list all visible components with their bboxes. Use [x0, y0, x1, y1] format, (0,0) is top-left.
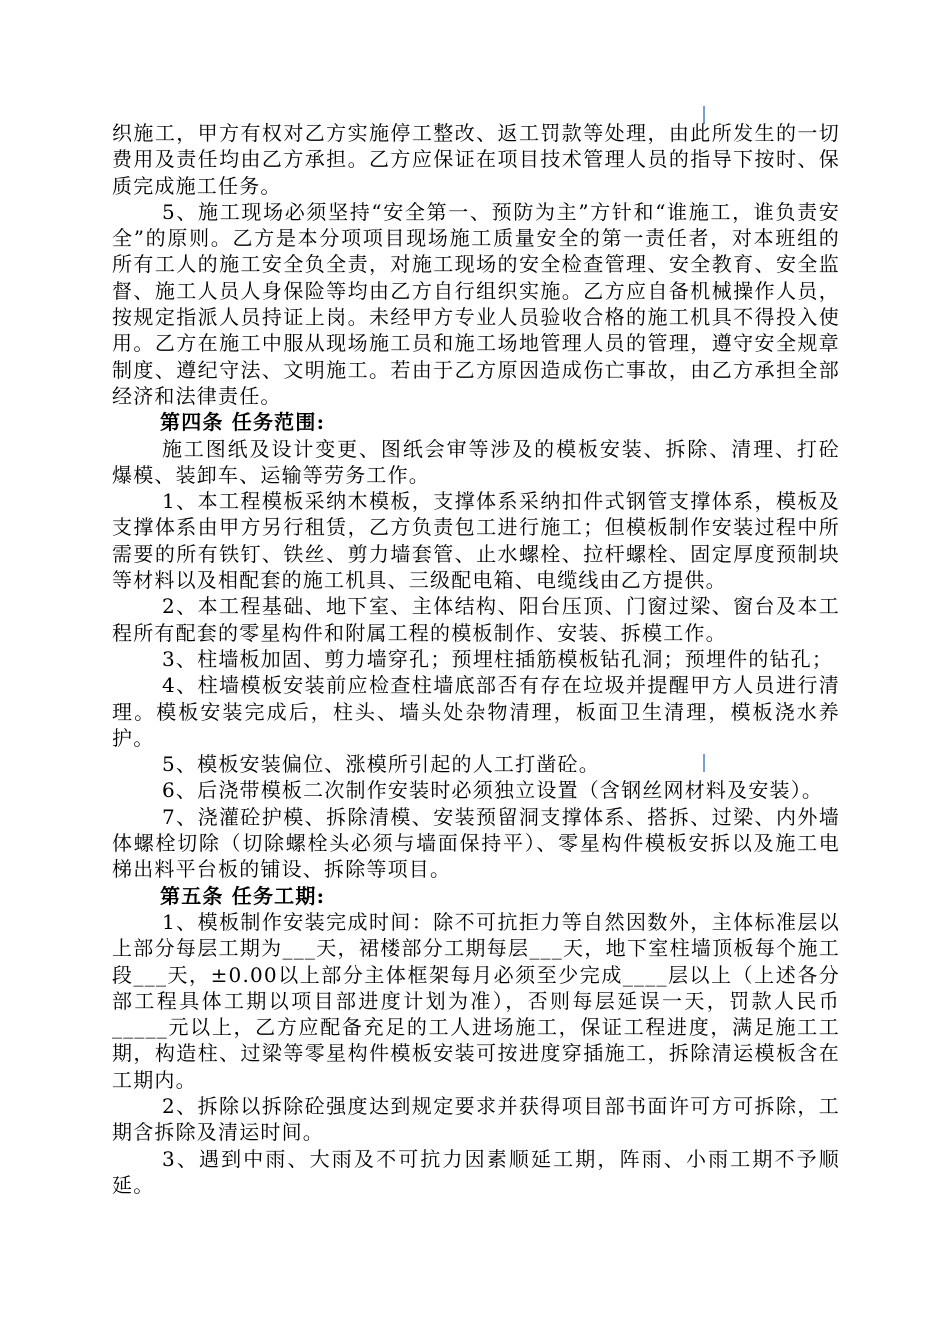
paragraph-continuation: 织施工，甲方有权对乙方实施停工整改、返工罚款等处理，由此所发生的一切费用及责任均由乙方承担。乙方应保证在项目技术管理人员的指导下按时、保质完成施工任务。: [112, 121, 840, 198]
paragraph-scope-item-5: 5、模板安装偏位、涨模所引起的人工打凿砼。: [162, 752, 600, 777]
paragraph-schedule-item-2: 2、拆除以拆除砼强度达到规定要求并获得项目部书面许可方可拆除，工期含拆除及清运时间。: [112, 1093, 840, 1145]
paragraph-scope-item-2: 2、本工程基础、地下室、主体结构、阳台压顶、门窗过梁、窗台及本工程所有配套的零星构件和附属工程的模板制作、安装、拆模工作。: [112, 594, 840, 645]
paragraph-safety-clause: 5、施工现场必须坚持“安全第一、预防为主”方针和“谁施工，谁负责安全”的原则。乙方是本分项项目现场施工质量安全的第一责任者，对本班组的所有工人的施工安全负全责，对施工现场的安全检查管理、安全教育、安全监督、施工人员人身保险等均由乙方自行组织实施。乙方应自备机械操作人员，按规定指派人员持证上岗。未经甲方专业人员验收合格的施工机具不得投入使用。乙方在施工中服从现场施工员和施工场地管理人员的管理，遵守安全规章制度、遵纪守法、文明施工。若由于乙方原因造成伤亡事故，由乙方承担全部经济和法律责任。: [112, 199, 840, 408]
paragraph-scope-item-1: 1、本工程模板采纳木模板，支撑体系采纳扣件式钢管支撑体系，模板及支撑体系由甲方另行租赁，乙方负责包工进行施工；但模板制作安装过程中所需要的所有铁钉、铁丝、剪力墙套管、止水螺栓、拉杆螺栓、固定厚度预制块等材料以及相配套的施工机具、三级配电箱、电缆线由乙方提供。: [112, 489, 840, 593]
document-body: [112, 120, 840, 1198]
paragraph-schedule-item-3: 3、遇到中雨、大雨及不可抗力因素顺延工期，阵雨、小雨工期不予顺延。: [112, 1146, 840, 1197]
paragraph-scope-intro: 施工图纸及设计变更、图纸会审等涉及的模板安装、拆除、清理、打砼爆模、装卸车、运输等劳务工作。: [112, 436, 840, 487]
paragraph-scope-item-3: 3、柱墙板加固、剪力墙穿孔；预埋柱插筋模板钻孔洞；预埋件的钻孔；: [162, 646, 834, 671]
paragraph-scope-item-4: 4、柱墙模板安装前应检查柱墙底部否有存在垃圾并提醒甲方人员进行清理。模板安装完成后，柱头、墙头处杂物清理，板面卫生清理，模板浇水养护。: [112, 673, 840, 750]
paragraph-schedule-item-1: 1、模板制作安装完成时间：除不可抗拒力等自然因数外，主体标准层以上部分每层工期为___天，裙楼部分工期每层___天，地下室柱墙顶板每个施工段___天，±0.00以上部分主体框架每月必须至少完成____层以上（上述各分部工程具体工期以项目部进度计划为准），否则每层延误一天，罚款人民币_____元以上，乙方应配备充足的工人进场施工，保证工程进度，满足施工工期，构造柱、过梁等零星构件模板安装可按进度穿插施工，拆除清运模板含在工期内。: [112, 909, 840, 1092]
section-heading-article-4: 第四条 任务范围:: [160, 410, 326, 435]
paragraph-scope-item-6: 6、后浇带模板二次制作安装时必须独立设置（含钢丝网材料及安装）。: [162, 778, 824, 803]
section-heading-article-5: 第五条 任务工期:: [160, 883, 326, 908]
paragraph-scope-item-7: 7、浇灌砼护模、拆除清模、安装预留洞支撑体系、搭拆、过梁、内外墙体螺栓切除（切除螺栓头必须与墙面保持平）、零星构件模板安拆以及施工电梯出料平台板的铺设、拆除等项目。: [112, 804, 840, 882]
